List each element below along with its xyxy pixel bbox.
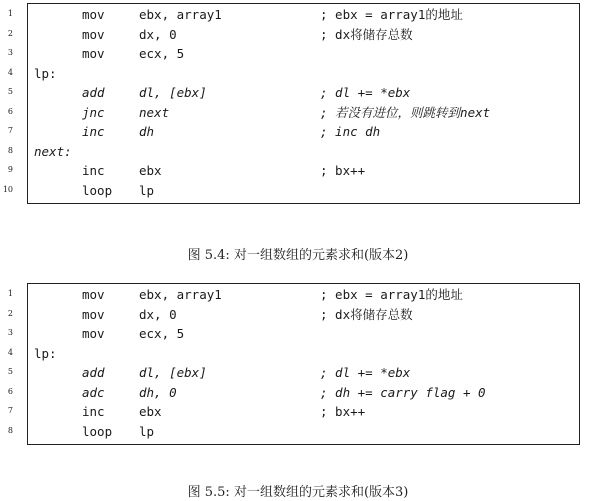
code-opcode: mov	[82, 326, 105, 341]
code-opcode: mov	[82, 46, 105, 61]
line-number: 8	[7, 145, 13, 155]
code-opcode: loop	[82, 423, 113, 439]
line-number: 1	[7, 289, 13, 298]
code-operands: lp	[139, 423, 155, 439]
code-label: lp:	[34, 65, 57, 81]
code-label: lp:	[34, 345, 57, 361]
code-line	[0, 64, 596, 84]
code-operands: dl, [ebx]	[139, 85, 207, 100]
line-number: 7	[7, 126, 13, 135]
code-line	[0, 83, 596, 103]
line-number: 2	[7, 308, 13, 318]
code-operands: dx, 0	[139, 306, 177, 322]
code-operands: ebx	[139, 163, 162, 178]
line-number: 3	[7, 48, 13, 57]
line-number: 6	[7, 386, 13, 396]
code-line	[0, 324, 596, 344]
code-line	[0, 122, 596, 142]
code-line	[0, 344, 596, 364]
code-comment: ; ebx = array1的地址	[320, 7, 463, 22]
code-line	[0, 363, 596, 383]
code-operands: next	[139, 104, 170, 120]
code-comment: ; ebx = array1的地址	[320, 287, 463, 302]
code-operands: lp	[139, 182, 155, 198]
code-operands: dl, [ebx]	[139, 365, 207, 380]
code-comment: ; 若没有进位，则跳转到next	[320, 104, 491, 120]
code-comment: ; bx++	[320, 163, 366, 178]
line-number: 10	[2, 184, 13, 194]
code-operands: dx, 0	[139, 26, 177, 42]
line-number: 4	[7, 67, 13, 77]
code-comment: ; bx++	[320, 404, 366, 419]
line-number: 8	[7, 425, 13, 435]
code-operands: ecx, 5	[139, 326, 185, 341]
code-opcode: mov	[82, 7, 105, 22]
code-opcode: inc	[82, 404, 105, 419]
code-line	[0, 422, 596, 442]
line-number: 5	[7, 367, 13, 376]
code-opcode: mov	[82, 26, 105, 42]
code-line	[0, 402, 596, 422]
code-opcode: jnc	[82, 104, 105, 120]
code-operands: dh, 0	[139, 384, 177, 400]
code-comment: ; dl += *ebx	[320, 365, 411, 380]
code-line	[0, 181, 596, 201]
code-operands: ebx, array1	[139, 7, 222, 22]
line-number: 9	[7, 165, 13, 174]
code-comment: ; dx将储存总数	[320, 26, 413, 42]
code-opcode: loop	[82, 182, 113, 198]
code-operands: ecx, 5	[139, 46, 185, 61]
code-comment: ; dh += carry flag + 0	[320, 384, 486, 400]
code-opcode: adc	[82, 384, 105, 400]
line-number: 2	[7, 28, 13, 38]
code-label: next:	[34, 143, 72, 159]
figure-caption: 图 5.5: 对一组数组的元素求和(版本3)	[187, 485, 409, 500]
line-number: 3	[7, 328, 13, 337]
line-number: 7	[7, 406, 13, 415]
code-operands: ebx	[139, 404, 162, 419]
code-opcode: mov	[82, 306, 105, 322]
figure-caption: 图 5.4: 对一组数组的元素求和(版本2)	[187, 248, 409, 263]
line-number: 5	[7, 87, 13, 96]
code-line	[0, 142, 596, 162]
code-operands: ebx, array1	[139, 287, 222, 302]
code-comment: ; inc dh	[320, 124, 381, 139]
line-number: 1	[7, 9, 13, 18]
line-number: 4	[7, 347, 13, 357]
code-line	[0, 305, 596, 325]
code-opcode: add	[82, 85, 105, 100]
code-line	[0, 5, 596, 25]
code-line	[0, 25, 596, 45]
line-number: 6	[7, 106, 13, 116]
code-line	[0, 383, 596, 403]
code-operands: dh	[139, 124, 155, 139]
code-comment: ; dl += *ebx	[320, 85, 411, 100]
code-opcode: inc	[82, 124, 105, 139]
code-opcode: mov	[82, 287, 105, 302]
code-comment: ; dx将储存总数	[320, 306, 413, 322]
code-line	[0, 44, 596, 64]
code-line	[0, 161, 596, 181]
code-opcode: inc	[82, 163, 105, 178]
code-line	[0, 103, 596, 123]
code-line	[0, 285, 596, 305]
code-opcode: add	[82, 365, 105, 380]
